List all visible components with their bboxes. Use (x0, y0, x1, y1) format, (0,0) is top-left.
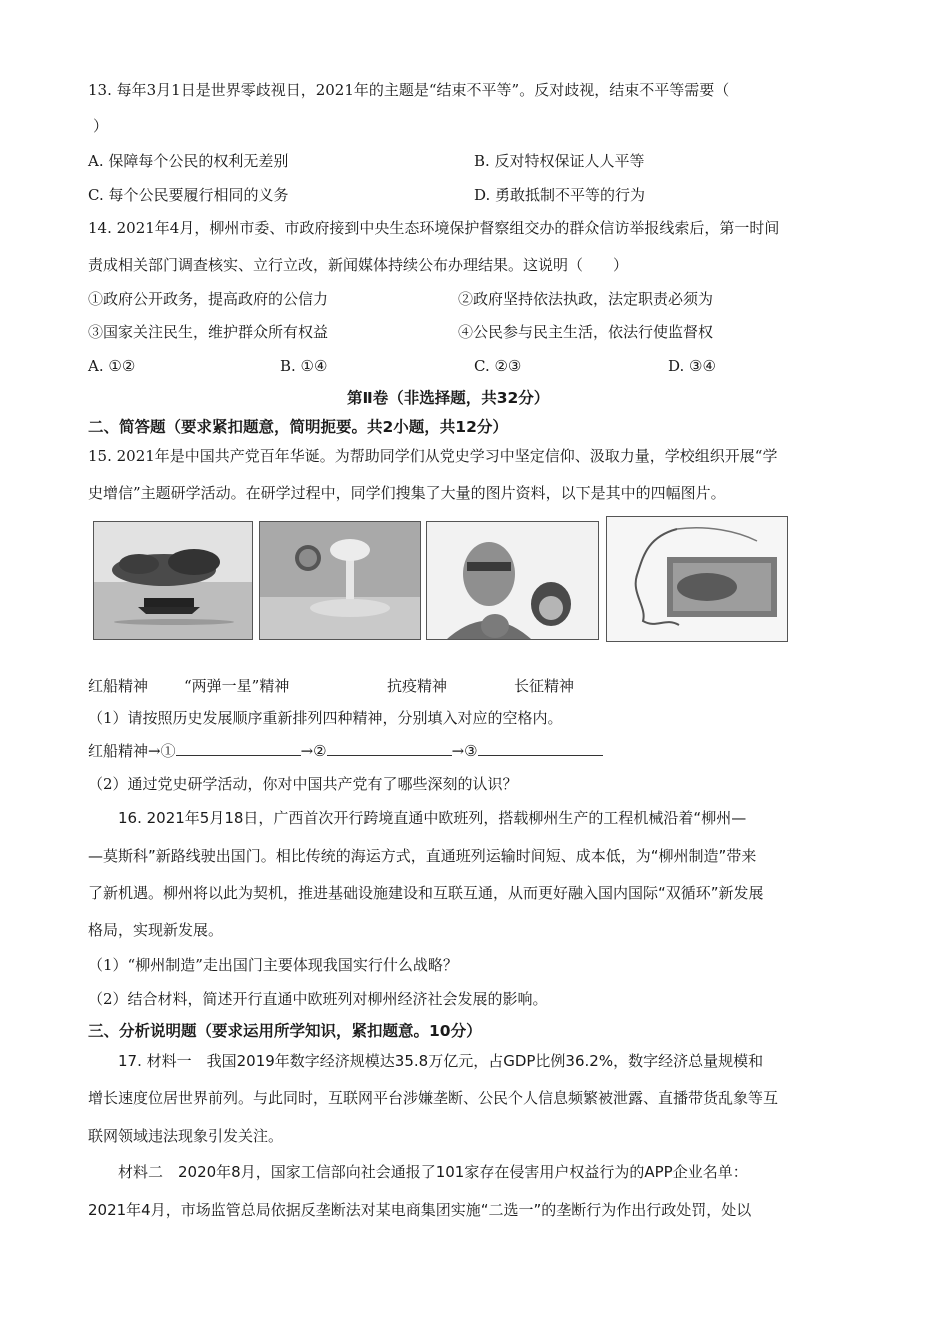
q16-line4: 格局，实现新发展。 (88, 921, 224, 939)
q16-line3: 了新机遇。柳州将以此为契机，推进基础设施建设和互联互通，从而更好融入国内国际“双循环”新发展 (88, 884, 764, 902)
sequence-arrow-3: →③ (451, 742, 478, 760)
q16-line2: —莫斯科”新路线驶出国门。相比传统的海运方式，直通班列运输时间短、成本低，为“柳州制造”带来 (88, 847, 757, 865)
photo-red-boat (93, 521, 253, 640)
q15-line2: 史增信”主题研学活动。在研学过程中，同学们搜集了大量的图片资料，以下是其中的四幅图片。 (88, 484, 726, 502)
q14-statement-3: ③国家关注民生，维护群众所有权益 (88, 323, 329, 341)
q13-option-c: C. 每个公民要履行相同的义务 (88, 186, 289, 204)
q17-line5: 2021年4月，市场监管总局依据反垄断法对某电商集团实施“二选一”的垄断行为作出行政处罚，处以 (88, 1201, 752, 1219)
anti-epidemic-poster-illustration (427, 522, 598, 639)
sequence-start: 红船精神→① (88, 742, 176, 760)
section3-title: 三、分析说明题（要求运用所学知识，紧扣题意。10分） (88, 1022, 482, 1040)
q17-line4: 材料二 2020年8月，国家工信部向社会通报了101家存在侵害用户权益行为的APP企业名单： (118, 1163, 748, 1181)
q15-sub1: （1）请按照历史发展顺序重新排列四种精神，分别填入对应的空格内。 (88, 709, 563, 727)
q16-sub2: （2）结合材料，简述开行直通中欧班列对柳州经济社会发展的影响。 (88, 990, 548, 1008)
photo-two-bombs-one-satellite (259, 521, 421, 640)
q13-option-b: B. 反对特权保证人人平等 (474, 152, 645, 170)
caption-two-bombs: “两弹一星”精神 (184, 677, 290, 695)
q16-sub1: （1）“柳州制造”走出国门主要体现我国实行什么战略？ (88, 956, 458, 974)
red-boat-lake-illustration (94, 522, 252, 639)
photo-long-march (606, 516, 788, 642)
q13-stem-cont: ） (93, 117, 109, 135)
answer-blank-1[interactable] (176, 741, 301, 756)
q16-line1: 16. 2021年5月18日，广西首次开行跨境直通中欧班列，搭载柳州生产的工程机械沿着“柳州— (118, 809, 747, 827)
photo-anti-epidemic (426, 521, 599, 640)
q14-stem-line1: 14. 2021年4月，柳州市委、市政府接到中央生态环境保护督察组交办的群众信访举报线索后，第一时间 (88, 219, 780, 237)
sequence-arrow-2: →② (300, 742, 327, 760)
long-march-map-illustration (607, 517, 787, 641)
q13-stem: 13. 每年3月1日是世界零歧视日，2021年的主题是“结束不平等”。反对歧视，结束不平等需要（ (88, 81, 730, 99)
q13-option-a: A. 保障每个公民的权利无差别 (88, 152, 289, 170)
q17-line1: 17. 材料一 我国2019年数字经济规模达35.8万亿元，占GDP比例36.2%，数字经济总量规模和 (118, 1052, 764, 1070)
q15-sub2: （2）通过党史研学活动，你对中国共产党有了哪些深刻的认识？ (88, 775, 518, 793)
answer-blank-2[interactable] (327, 741, 452, 756)
q14-statement-2: ②政府坚持依法执政，法定职责必须为 (458, 290, 714, 308)
q14-choice-d: D. ③④ (668, 357, 716, 375)
mushroom-cloud-illustration (260, 522, 420, 639)
answer-blank-3[interactable] (478, 741, 603, 756)
q13-option-d: D. 勇敢抵制不平等的行为 (474, 186, 646, 204)
caption-anti-epidemic: 抗疫精神 (387, 677, 448, 695)
q14-statement-4: ④公民参与民主生活，依法行使监督权 (458, 323, 714, 341)
caption-long-march: 长征精神 (514, 677, 575, 695)
q14-choice-c: C. ②③ (474, 357, 522, 375)
q17-line2: 增长速度位居世界前列。与此同时，互联网平台涉嫌垄断、公民个人信息频繁被泄露、直播带货乱象等互 (88, 1089, 779, 1107)
caption-red-boat: 红船精神 (88, 677, 149, 695)
q15-sequence (88, 741, 603, 761)
q17-line3: 联网领域违法现象引发关注。 (88, 1127, 284, 1145)
part2-title: 第Ⅱ卷（非选择题，共32分） (347, 389, 550, 407)
q14-choice-b: B. ①④ (280, 357, 328, 375)
section2-title: 二、简答题（要求紧扣题意，简明扼要。共2小题，共12分） (88, 418, 508, 436)
q14-choice-a: A. ①② (88, 357, 136, 375)
q14-stem-line2: 责成相关部门调查核实、立行立改，新闻媒体持续公布办理结果。这说明（ ） (88, 256, 629, 274)
q15-line1: 15. 2021年是中国共产党百年华诞。为帮助同学们从党史学习中坚定信仰、汲取力量，学校组织开展“学 (88, 447, 778, 465)
q14-statement-1: ①政府公开政务，提高政府的公信力 (88, 290, 329, 308)
